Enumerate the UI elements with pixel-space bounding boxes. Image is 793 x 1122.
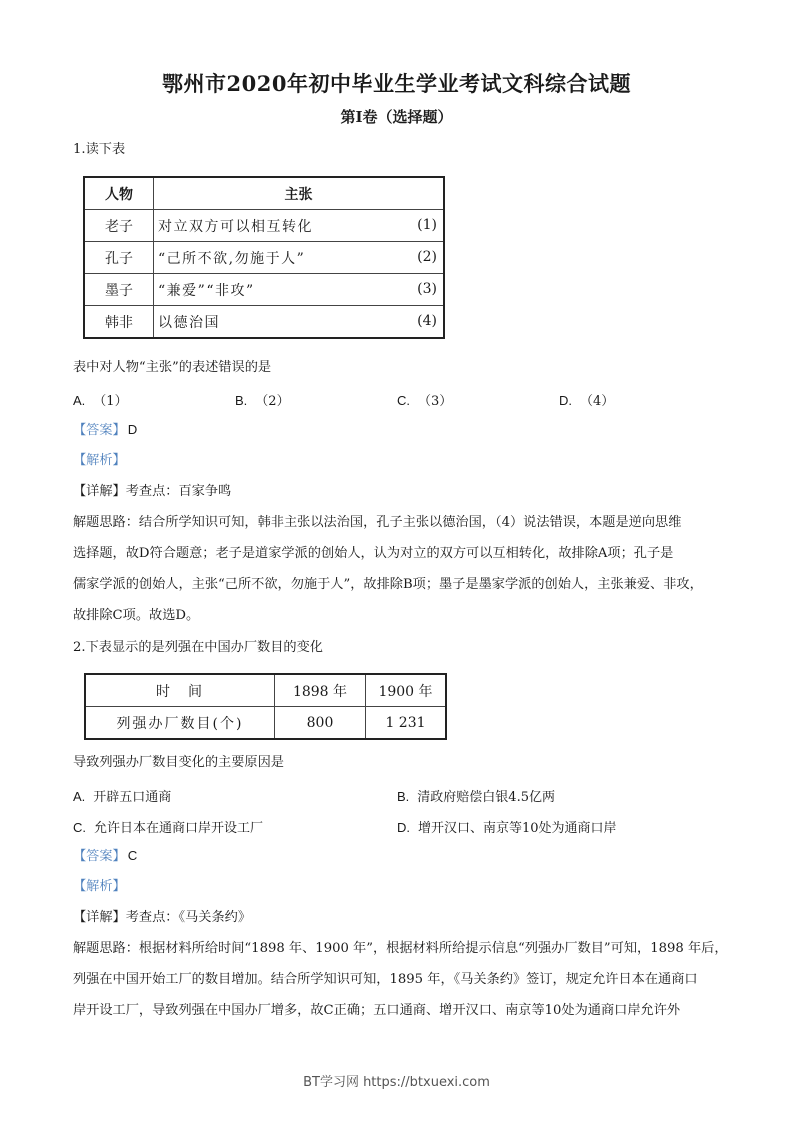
option-letter: A. <box>73 393 86 408</box>
answer-value: C <box>127 848 138 863</box>
question-2-stem: 2.下表显示的是列强在中国办厂数目的变化 <box>73 640 323 655</box>
question-1-answer <box>73 421 137 440</box>
claim-number: (2) <box>417 249 437 265</box>
answer-label: 【答案】 <box>73 849 126 864</box>
claim-number: (4) <box>417 313 437 329</box>
person-cell: 孔子 <box>84 242 154 274</box>
question-2-option-b[interactable] <box>397 786 555 805</box>
claim-number: (1) <box>417 217 437 233</box>
question-1-option-a[interactable] <box>73 390 128 409</box>
explanation-line: 解题思路：根据材料所给时间“1898 年、1900 年”，根据材料所给提示信息“列强办厂数目”可知，1898 年后， <box>73 941 728 956</box>
option-letter: A. <box>73 789 86 804</box>
option-letter: B. <box>397 789 410 804</box>
claim-number: (3) <box>417 281 437 297</box>
analysis-label: 【解析】 <box>73 453 126 468</box>
detail-label: 【详解】 <box>73 484 126 499</box>
option-text: 增开汉口、南京等10处为通商口岸 <box>418 821 617 836</box>
option-text: 清政府赔偿白银4.5亿两 <box>417 790 555 805</box>
question-1-option-c[interactable] <box>397 390 452 409</box>
section-subtitle: 第Ⅰ卷（选择题） <box>340 108 453 126</box>
person-cell: 韩非 <box>84 306 154 339</box>
table-header-claim: 主张 <box>154 177 445 210</box>
page-title: 鄂州市2020年初中毕业生学业考试文科综合试题 <box>162 71 631 96</box>
question-2-analysis-label <box>73 878 126 896</box>
table-header-time: 时 间 <box>85 674 275 707</box>
option-letter: C. <box>397 393 410 408</box>
explanation-line: 解题思路：结合所学知识可知，韩非主张以法治国，孔子主张以德治国，（4）说法错误，本题是逆向思维 <box>73 515 682 530</box>
option-text: 允许日本在通商口岸开设工厂 <box>94 821 264 836</box>
question-2-option-c[interactable] <box>73 817 263 836</box>
table-row <box>84 274 444 306</box>
table-header-person: 人物 <box>84 177 154 210</box>
table-row <box>84 242 444 274</box>
answer-value: D <box>127 422 138 437</box>
option-text: 开辟五口通商 <box>93 790 172 805</box>
question-2-answer <box>73 847 137 866</box>
question-1-detail <box>73 483 231 501</box>
table-header-row <box>84 177 444 210</box>
claim-text: 以德治国 <box>158 314 220 331</box>
claim-cell <box>154 306 445 339</box>
table-header-row <box>85 674 446 707</box>
detail-text: 考查点：百家争鸣 <box>125 484 232 499</box>
question-2-option-a[interactable] <box>73 786 171 805</box>
explanation-line: 选择题，故D符合题意；老子是道家学派的创始人，认为对立的双方可以互相转化，故排除A项；孔子是 <box>73 546 674 561</box>
claim-cell <box>154 242 445 274</box>
table-header-1900: 1900 年 <box>366 674 447 707</box>
option-letter: C. <box>73 820 86 835</box>
table-header-1898: 1898 年 <box>275 674 366 707</box>
option-letter: D. <box>397 820 410 835</box>
question-1-option-d[interactable] <box>559 390 614 409</box>
claim-cell <box>154 274 445 306</box>
question-2-table <box>84 673 447 740</box>
option-letter: D. <box>559 393 572 408</box>
value-1898: 800 <box>275 707 366 740</box>
option-letter: B. <box>235 393 248 408</box>
question-2-option-d[interactable] <box>397 817 617 836</box>
table-row <box>84 306 444 339</box>
question-1-prompt: 表中对人物“主张”的表述错误的是 <box>73 360 272 375</box>
claim-text: “兼爱”“非攻” <box>158 282 255 299</box>
claim-cell <box>154 210 445 242</box>
option-text: （1） <box>93 394 128 409</box>
question-1-option-b[interactable] <box>235 390 290 409</box>
table-row <box>84 210 444 242</box>
row-label: 列强办厂数目(个) <box>85 707 275 740</box>
option-text: （3） <box>418 394 453 409</box>
explanation-line: 岸开设工厂，导致列强在中国办厂增多，故C正确；五口通商、增开汉口、南京等10处为通商口岸允许外 <box>73 1003 681 1018</box>
analysis-label: 【解析】 <box>73 879 126 894</box>
person-cell: 老子 <box>84 210 154 242</box>
question-1-analysis-label <box>73 452 126 470</box>
value-1900: 1 231 <box>366 707 447 740</box>
claim-text: “己所不欲,勿施于人” <box>158 250 306 267</box>
person-cell: 墨子 <box>84 274 154 306</box>
question-1-explanation <box>73 507 723 631</box>
question-1-table <box>83 176 445 339</box>
question-2-prompt: 导致列强办厂数目变化的主要原因是 <box>73 755 284 770</box>
detail-label: 【详解】 <box>73 910 126 925</box>
explanation-line: 列强在中国开始工厂的数目增加。结合所学知识可知，1895 年，《马关条约》签订，规定允许日本在通商口 <box>73 972 698 987</box>
question-2-detail <box>73 909 251 927</box>
detail-text: 考查点：《马关条约》 <box>125 910 252 925</box>
answer-label: 【答案】 <box>73 423 126 438</box>
option-text: （2） <box>255 394 290 409</box>
claim-text: 对立双方可以相互转化 <box>158 218 313 235</box>
explanation-line: 故排除C项。故选D。 <box>73 608 200 623</box>
table-row <box>85 707 446 740</box>
footer-watermark: BT学习网 https://btxuexi.com <box>303 1075 490 1090</box>
question-1-stem: 1.读下表 <box>73 142 126 157</box>
question-2-explanation <box>73 933 728 1026</box>
option-text: （4） <box>580 394 615 409</box>
explanation-line: 儒家学派的创始人，主张“己所不欲，勿施于人”，故排除B项；墨子是墨家学派的创始人，主张兼爱、非攻， <box>73 577 703 592</box>
